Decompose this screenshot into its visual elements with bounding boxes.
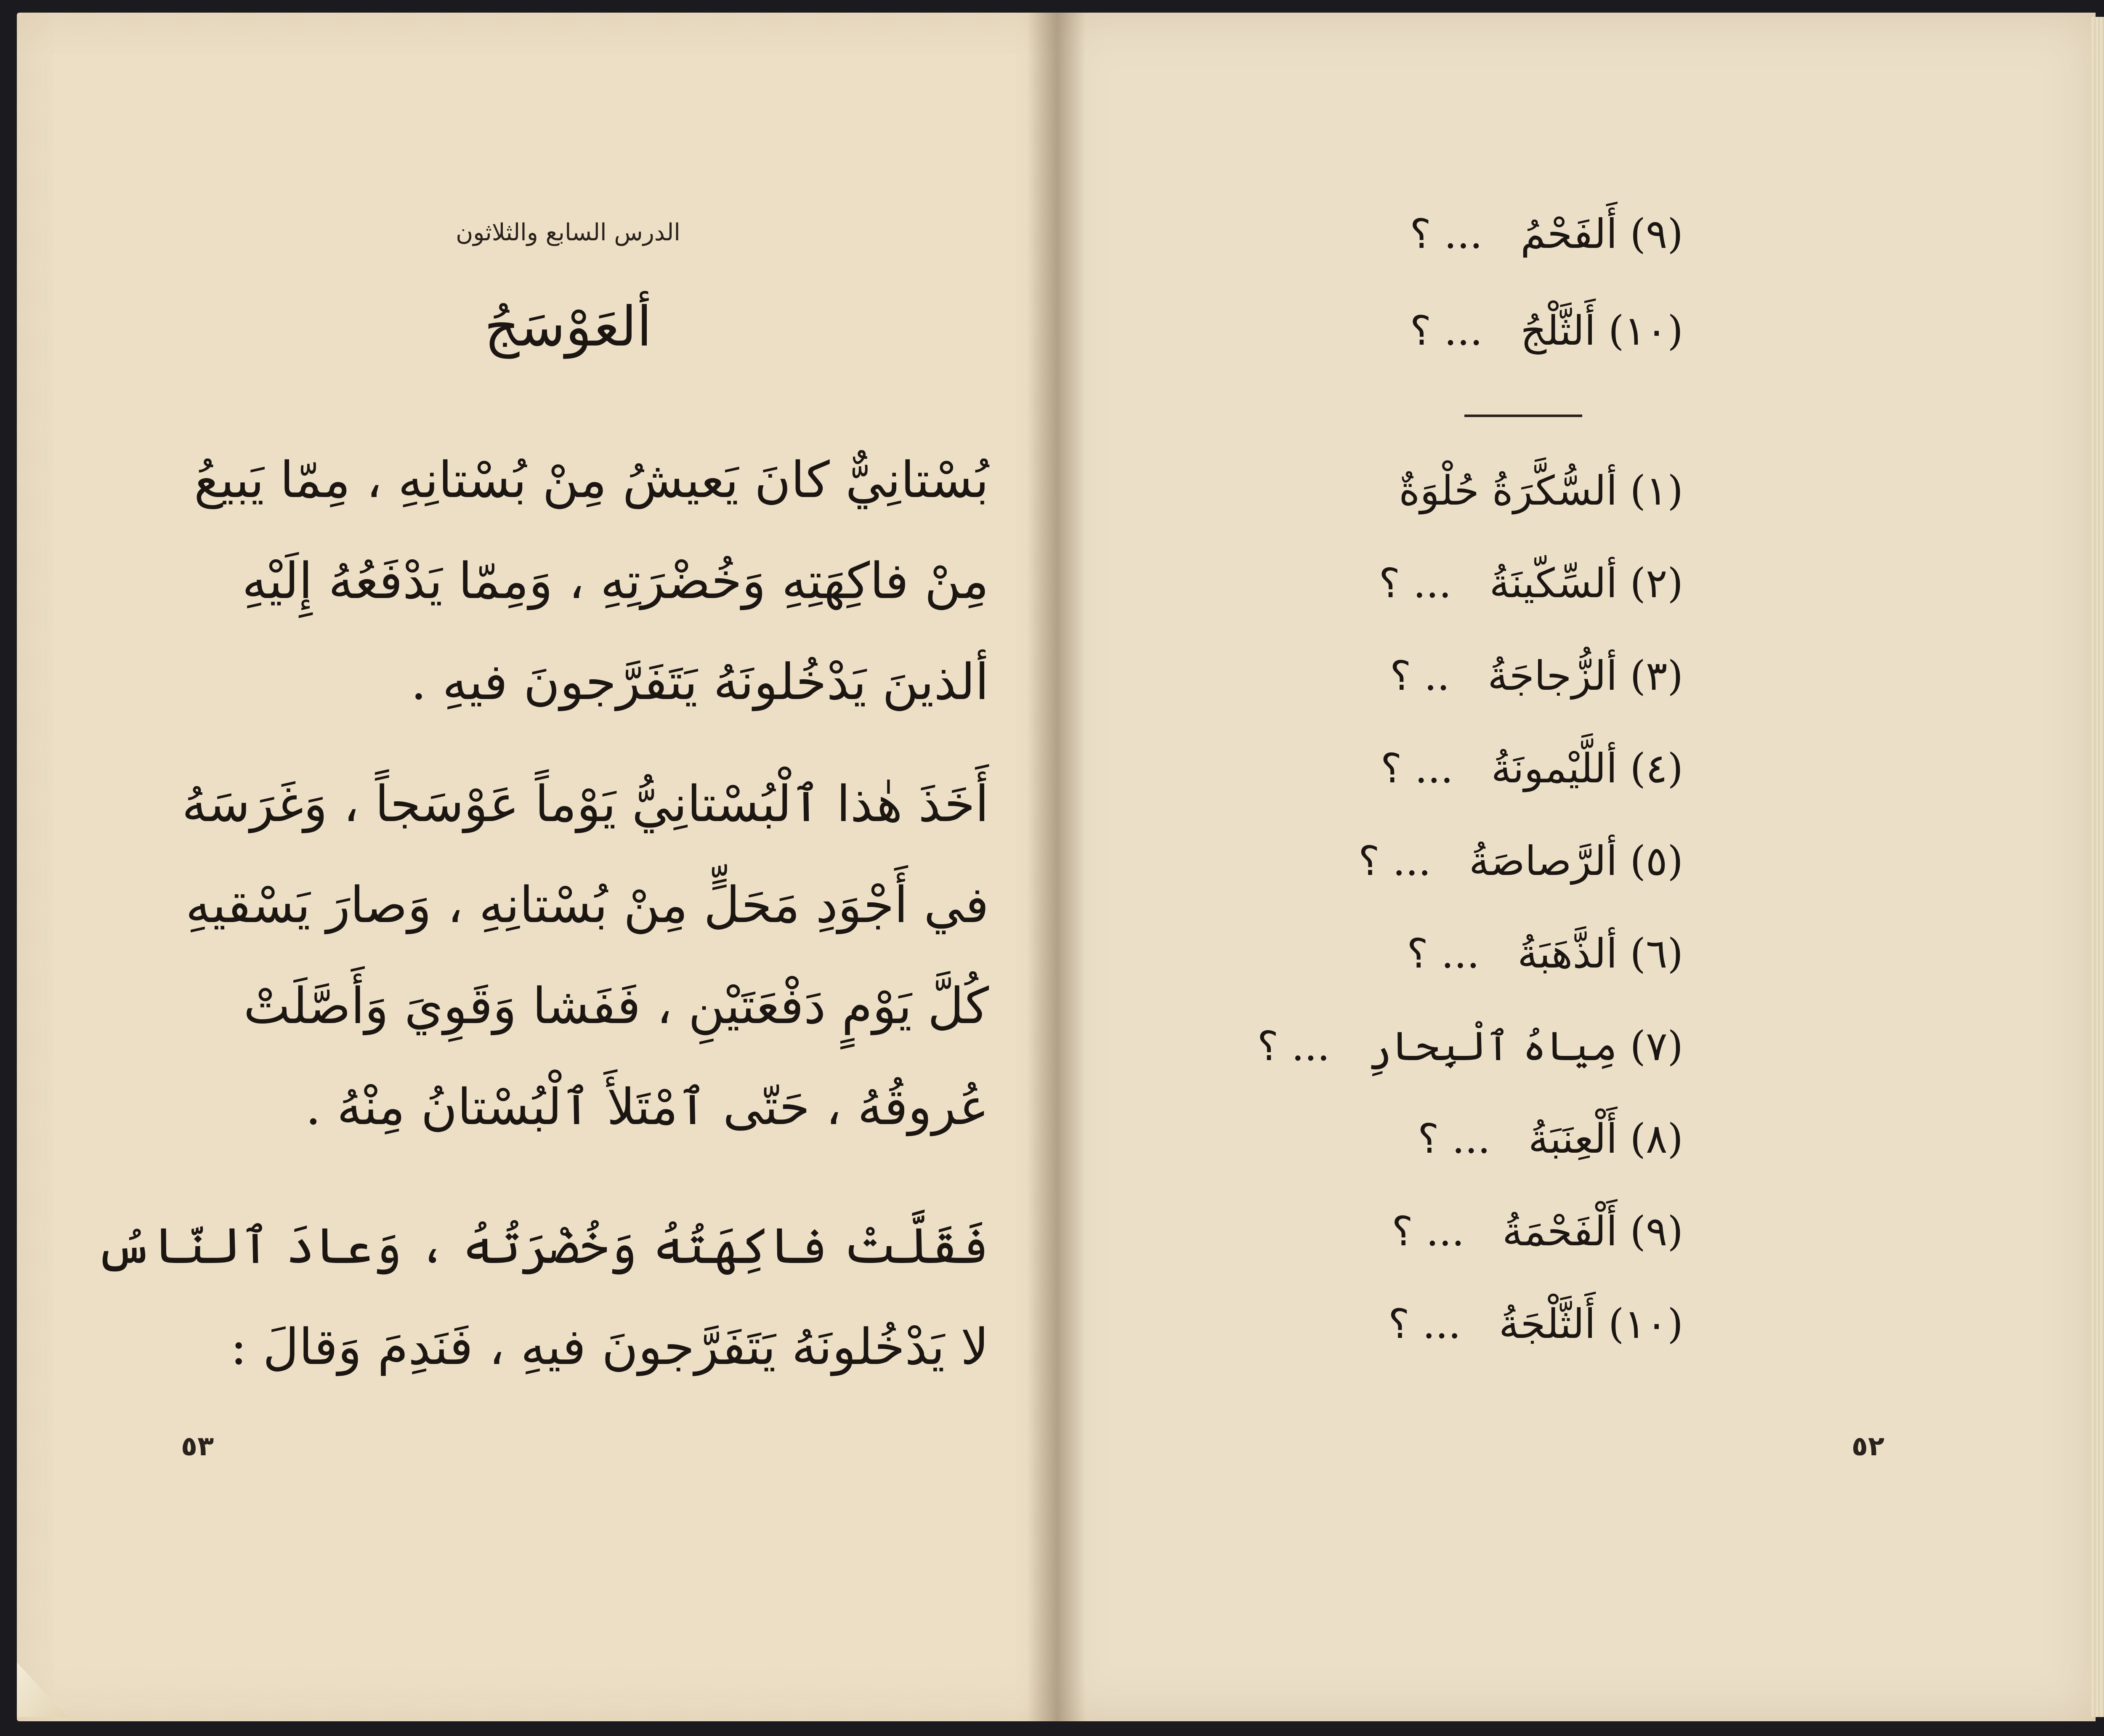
exercise-list [1257,0,1683,1683]
paragraph-3 [95,1195,989,1397]
item-blank: ... ؟ [1257,1023,1330,1070]
item-number: (٩) [1630,1208,1683,1255]
item-word: مِياهُ ٱلْبِحارِ [1368,1023,1618,1070]
paragraph-1 [177,429,989,732]
paragraph-line: بُسْتانِيٌّ كانَ يَعيشُ مِنْ بُسْتانِهِ ، مِمّا يَبيعُ [194,451,989,509]
item-number: (٤) [1630,745,1683,792]
item-blank: .. ؟ [1389,652,1450,699]
lesson-header: الدرس السابع والثلاثون [456,219,680,246]
item-word: ألرَّصاصَةُ [1469,837,1618,885]
item-number: (١٠) [1608,1300,1683,1348]
list-item [1388,1300,1683,1348]
item-number: (٥) [1630,837,1683,885]
paragraph-line: مِنْ فاكِهَتِهِ وَخُضْرَتِهِ ، وَمِمّا يَدْفَعُهُ إِلَيْهِ [242,552,989,610]
item-blank: ... ؟ [1407,930,1480,977]
list-item [1418,1115,1683,1162]
item-blank: ... ؟ [1410,307,1483,354]
item-number: (١٠) [1608,307,1683,354]
list-item [1361,467,1683,514]
item-word: أَلثَّلْجَةُ [1498,1300,1596,1348]
item-number: (٦) [1630,930,1683,977]
item-word: ألسِّكّينَةُ [1489,560,1618,607]
item-word: أَلفَحْمُ [1520,210,1618,258]
item-blank: ... ؟ [1379,560,1452,607]
item-word: ألذَّهَبَةُ [1517,930,1618,977]
item-word: ألسُّكَّرَةُ حُلْوَةٌ [1399,467,1618,514]
page-number-right: ٥٢ [1852,1431,1885,1462]
list-item [1381,745,1683,792]
list-item [1390,652,1683,699]
paragraph-line: في أَجْوَدِ مَحَلٍّ مِنْ بُسْتانِهِ ، وَصارَ يَسْقيهِ [186,876,989,934]
item-number: (٣) [1630,652,1683,699]
item-number: (٢) [1630,560,1683,607]
item-blank: ... ؟ [1417,1115,1490,1162]
lesson-title: ألعَوْسَجُ [484,295,652,359]
paragraph-line: فَقَلَّتْ فاكِهَتُهُ وَخُضْرَتُهُ ، وَعادَ ٱلنّاسُ [95,1217,989,1275]
item-number: (٩) [1630,210,1683,258]
item-word: أللَّيْمونَةُ [1491,745,1618,792]
item-number: (٧) [1630,1023,1683,1070]
item-blank: ... ؟ [1410,210,1483,258]
list-item [1379,560,1683,607]
paragraph-line: أَخَذَ هٰذا ٱلْبُسْتانِيُّ يَوْماً عَوْسَجاً ، وَغَرَسَهُ [182,775,989,833]
page-edges [2091,17,2104,1717]
paragraph-line: ألذينَ يَدْخُلونَهُ يَتَفَرَّجونَ فيهِ . [411,653,989,711]
item-number: (٨) [1630,1115,1683,1162]
book-gutter [1027,13,1086,1721]
item-number: (١) [1630,467,1683,514]
item-blank: ... ؟ [1358,837,1431,885]
list-item [1392,1208,1683,1255]
item-blank: ... ؟ [1392,1208,1465,1255]
paragraph-2 [177,753,989,1157]
item-word: أَلْفَحْمَةُ [1502,1208,1618,1255]
item-word: أَلثَّلْجُ [1520,307,1596,354]
list-item [1257,1023,1684,1070]
item-blank: ... ؟ [1388,1300,1461,1348]
page-number-left: ٥٣ [181,1431,214,1462]
item-blank: ... ؟ [1380,745,1453,792]
list-item [1407,930,1683,977]
paragraph-line: لا يَدْخُلونَهُ يَتَفَرَّجونَ فيهِ ، فَنَدِمَ وَقالَ : [230,1318,989,1376]
list-item [1358,837,1683,885]
paragraph-line: كُلَّ يَوْمٍ دَفْعَتَيْنِ ، فَفَشا وَقَوِيَ وَأَصَّلَتْ [243,977,989,1035]
item-word: أَلْعِنَبَةُ [1528,1115,1618,1162]
paragraph-line: عُروقُهُ ، حَتّى ٱمْتَلأَ ٱلْبُسْتانُ مِنْهُ . [305,1078,989,1136]
item-word: ألزُّجاجَةُ [1488,652,1618,699]
